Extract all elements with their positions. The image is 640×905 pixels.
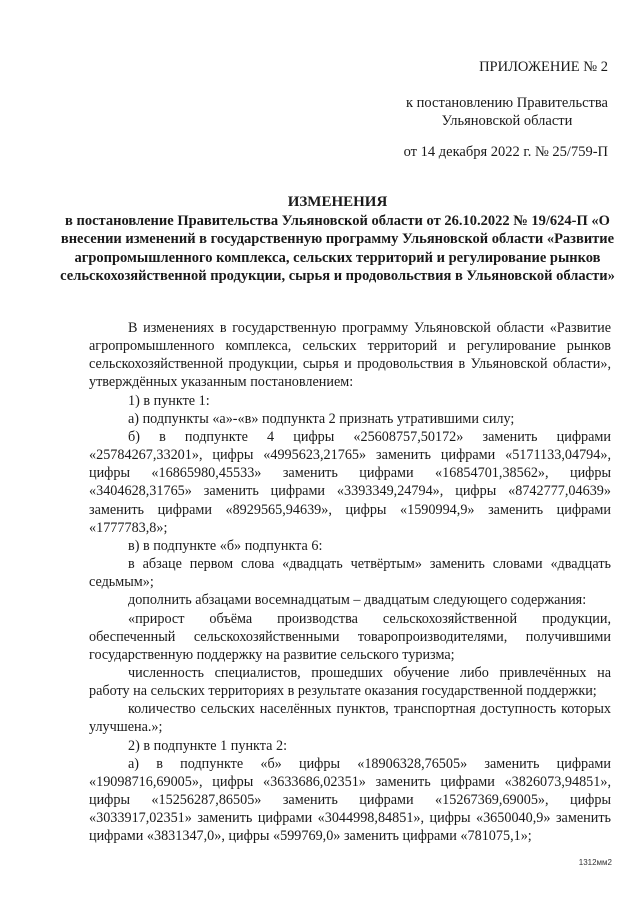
resolution-line-1: к постановлению Правительства — [406, 95, 608, 111]
paragraph-quote-3: количество сельских населённых пунктов, транспортная доступность которых улучшена.»; — [89, 701, 611, 736]
paragraph-item-1: 1) в пункте 1: — [128, 392, 210, 409]
paragraph-supplement: дополнить абзацами восемнадцатым – двадцатым следующего содержания: — [128, 592, 587, 609]
paragraph-item-2: 2) в подпункте 1 пункта 2: — [128, 737, 288, 754]
resolution-line-2: Ульяновской области — [441, 113, 573, 129]
paragraph-item-1v: в) в подпункте «б» подпункта 6: — [128, 537, 323, 554]
resolution-date-number — [404, 143, 608, 161]
appendix-text: ПРИЛОЖЕНИЕ № 2 — [479, 59, 608, 75]
date-number-text: от 14 декабря 2022 г. № 25/759-П — [403, 144, 608, 160]
appendix-label — [479, 58, 608, 76]
document-title — [60, 193, 615, 285]
paragraph-item-1b: б) в подпункте 4 цифры «25608757,50172» заменить цифрами «25784267,33201», цифры «4995623,21765» заменить цифрами «5171133,04794», цифры «16865980,45533» заменить цифрами «16854701,38562», цифры «3404628,31765» заменить цифрами «3393349,24794», цифры «8742777,04639» заменить цифрами «8929565,94639», цифры «1590994,9» заменить цифрами «1777783,8»; — [89, 428, 611, 536]
paragraph-item-1a: а) подпункты «а»-«в» подпункта 2 признать утратившими силу; — [128, 410, 515, 427]
resolution-reference — [406, 94, 608, 130]
paragraph-quote-2: численность специалистов, прошедших обучение либо привлечённых на работу на сельских территориях в результате оказания государственной поддержки; — [89, 664, 611, 700]
footer-document-code: 1312мм2 — [578, 858, 612, 867]
paragraph-quote-1: «прирост объёма производства сельскохозяйственной продукции, обеспеченный сельскохозяйственными товаропроизводителями, получившими государственную поддержку на развитие сельского туризма; — [89, 610, 611, 663]
title-main: ИЗМЕНЕНИЯ — [287, 194, 388, 210]
title-subtitle: в постановление Правительства Ульяновской области от 26.10.2022 № 19/624-П «О внесении изменений в государственную программу Ульяновской области «Развитие агропромышленного комплекса, сельских территорий и регулирование рынков сельскохозяйственной продукции, сырья и продовольствия в Ульяновской области» — [60, 213, 615, 284]
paragraph-first-abzac: в абзаце первом слова «двадцать четвёртым» заменить словами «двадцать седьмым»; — [89, 556, 611, 591]
paragraph-item-2a: а) в подпункте «б» цифры «18906328,76505» заменить цифрами «19098716,69005», цифры «3633686,02351» заменить цифрами «3826073,94851», цифры «15256287,86505» заменить цифрами «15267369,69005», цифры «3033917,02351» заменить цифрами «3044998,84851», цифры «3650040,9» заменить цифрами «3831347,0», цифры «599769,0» заменить цифрами «781075,1»; — [89, 755, 611, 845]
paragraph-intro: В изменениях в государственную программу Ульяновской области «Развитие агропромышленного комплекса, сельских территорий и регулирование рынков сельскохозяйственной продукции, сырья и продовольствия в Ульяновской области», утверждённых указанным постановлением: — [89, 320, 611, 391]
document-body — [89, 319, 611, 846]
